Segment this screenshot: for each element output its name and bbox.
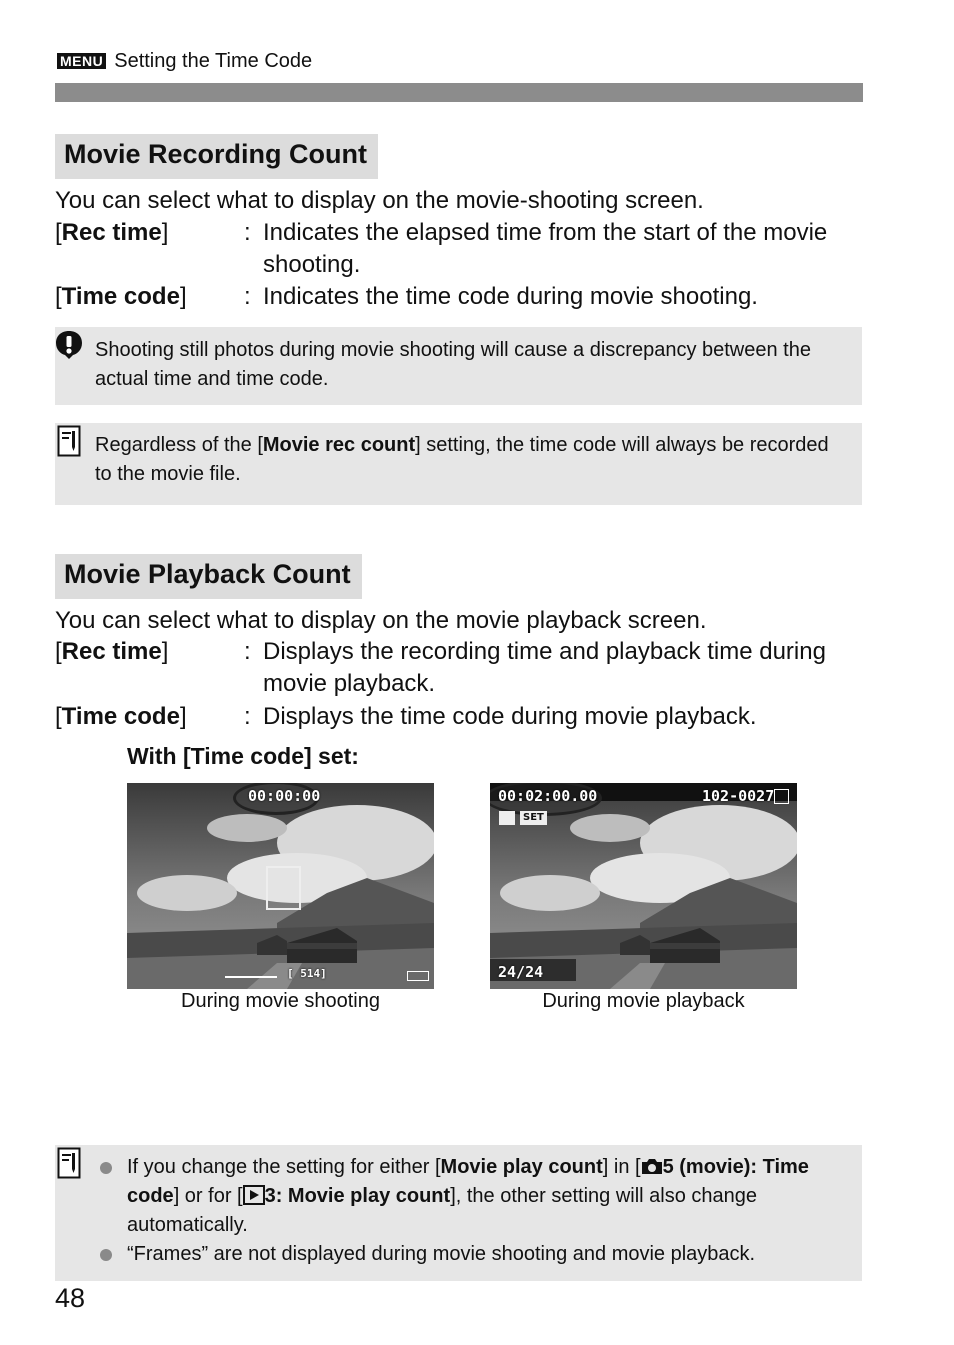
play-icon [243, 1185, 265, 1205]
exposure-scale [225, 966, 277, 978]
bottom-note-box [55, 1145, 862, 1281]
caution-text: Shooting still photos during movie shooting will cause a discrepancy between the actual time and time code. [95, 339, 811, 390]
playback-intro: You can select what to display on the movie playback screen. [55, 607, 707, 634]
note-text [95, 431, 835, 489]
timecode-readout: 00:00:00 [248, 787, 321, 805]
text-bold: Movie play count [440, 1156, 603, 1178]
note-text-post: ] setting, the time code will always be recorded to the movie file. [95, 434, 829, 485]
text-bold: 5 (movie): Time code [127, 1156, 809, 1207]
note-icon [57, 425, 81, 459]
recording-term-time-code: [Time code] [55, 283, 187, 310]
note-text-bold: Movie rec count [262, 434, 416, 456]
recording-term-rec-time: [Rec time] [55, 219, 169, 246]
note-icon [57, 1147, 81, 1181]
bottom-note-bullet-2: “Frames” are not displayed during movie shooting and movie playback. [127, 1243, 756, 1265]
screen-shooting [127, 783, 434, 989]
term-label: Time code [61, 283, 180, 310]
caution-box [55, 327, 862, 405]
recording-desc-time-code: Indicates the time code during movie shooting. [263, 283, 758, 310]
running-header-title: Setting the Time Code [114, 50, 313, 72]
timecode-readout: 00:02:00.00 [498, 787, 598, 805]
af-frame [266, 866, 301, 910]
bullet [100, 1249, 112, 1261]
shots-remaining: [ 514] [287, 967, 327, 980]
playback-term-rec-time: [Rec time] [55, 638, 169, 665]
recording-intro: You can select what to display on the movie-shooting screen. [55, 187, 704, 214]
movie-icon [499, 811, 515, 825]
colon: : [244, 638, 251, 665]
bottom-note-bullet-1 [127, 1153, 847, 1240]
colon: : [244, 219, 251, 246]
text-bold: 3: Movie play count [264, 1185, 451, 1207]
note-box [55, 423, 862, 505]
running-header [57, 50, 312, 73]
header-rule [55, 83, 863, 102]
set-icon: SET [520, 811, 547, 825]
menu-icon: MENU [57, 53, 106, 69]
text: If you change the setting for either [ [127, 1156, 441, 1178]
text: ], the other setting will also change automatically. [127, 1185, 758, 1236]
playback-desc-rec-time: Displays the recording time and playback time during movie playback. [263, 638, 826, 697]
bullet [100, 1162, 112, 1174]
colon: : [244, 703, 251, 730]
note-text-pre: Regardless of the [ [95, 434, 263, 456]
colon: : [244, 283, 251, 310]
file-number: 102-0027 [702, 787, 775, 805]
card-icon [774, 789, 789, 804]
term-label: Time code [61, 703, 180, 730]
playback-term-time-code: [Time code] [55, 703, 187, 730]
section-heading-recording: Movie Recording Count [55, 134, 378, 179]
camera-icon [641, 1157, 663, 1175]
page-number: 48 [55, 1283, 86, 1313]
caution-icon [55, 330, 83, 360]
caption-shooting: During movie shooting [181, 990, 380, 1012]
playback-desc-time-code: Displays the time code during movie playback. [263, 703, 757, 730]
screen-playback [490, 783, 797, 989]
text: ] or for [ [173, 1185, 243, 1207]
subheading-time-code-set: With [Time code] set: [127, 743, 359, 769]
term-label: Rec time [61, 219, 162, 246]
text: ] in [ [602, 1156, 641, 1178]
battery-icon [407, 971, 429, 981]
term-label: Rec time [61, 638, 162, 665]
section-heading-playback: Movie Playback Count [55, 554, 362, 599]
recording-desc-rec-time: Indicates the elapsed time from the start of the movie shooting. [263, 219, 828, 278]
caption-playback: During movie playback [542, 990, 745, 1012]
frame-counter: 24/24 [498, 963, 544, 981]
